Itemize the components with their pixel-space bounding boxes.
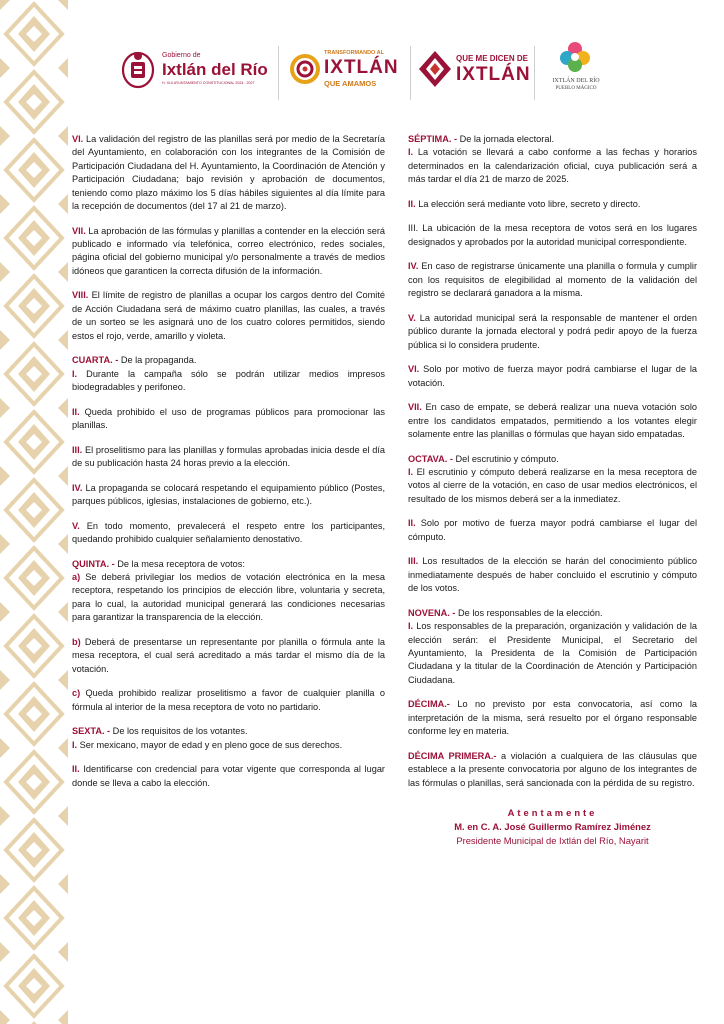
clause-text: a violación a cualquiera de las cláusulas que establece a la presente convocatoria por alguno de los integrantes de las fórmulas o planillas, será sancionada con la pérdida de su registro. xyxy=(408,750,697,788)
gobierno-logo xyxy=(120,36,270,106)
clause-number: III. xyxy=(72,444,83,455)
clause-number: VII. xyxy=(72,225,86,236)
clause-text: La elección será mediante voto libre, secreto y directo. xyxy=(415,198,641,209)
clause-text: El escrutinio y cómputo deberá realizarse en la mesa receptora de votos al cierre de la votación, en caso de usar medios electrónicos, el resultado de los mismos deberá ser a la inmediatez. xyxy=(408,467,697,504)
clause-paragraph xyxy=(408,555,697,595)
clause-text: En caso de empate, se deberá realizar una nueva votación solo entre los candidatos empatados, permitiendo a los votantes elegir solamente entre las planillas o fórmulas que hayan sido empatadas. xyxy=(408,402,697,440)
clause-text: La aprobación de las fórmulas y planillas a contender en la elección será publicado e informado vía telefónica, correo electrónico, redes sociales, página oficial del gobierno municipal y/o personalmente a través de medios idóneos que garanticen la correcta difusión de la información. xyxy=(72,225,385,276)
section-heading-text: De la propaganda. xyxy=(118,355,197,366)
pueblo-magico-logo xyxy=(542,36,610,106)
clause-paragraph xyxy=(72,133,385,213)
clause-number: DÉCIMA.- xyxy=(408,699,450,710)
logo-divider xyxy=(534,46,535,100)
logo1-title: Gobierno de xyxy=(162,52,201,59)
clause-text: Los responsables de la preparación, organización y validación de la elección serán: el Presidente Municipal, el Secretario del Ayuntamiento, la Presidenta de la Comisión de Participación Ciudadana y la titular de la Coordinación de Atención y Participación Ciudadana. xyxy=(408,621,697,685)
clause-paragraph xyxy=(72,687,385,714)
clause-text: Queda prohibido el uso de programas públicos para promocionar las planillas. xyxy=(72,406,385,431)
clause-number: III. xyxy=(408,556,419,567)
clause-paragraph xyxy=(72,636,385,676)
section-heading: OCTAVA. - xyxy=(408,453,453,464)
clause-paragraph xyxy=(72,558,385,625)
clause-number: I. xyxy=(72,739,78,750)
clause-text: Solo por motivo de fuerza mayor podrá cambiarse el lugar de la votación. xyxy=(408,364,697,388)
clause-text: Durante la campaña sólo se podrán utilizar medios impresos biodegradables y perifoneo. xyxy=(72,368,385,393)
clause-number: V. xyxy=(408,312,416,323)
clause-paragraph xyxy=(72,406,385,433)
clause-number: VII. xyxy=(408,402,422,413)
clause-text: Lo no previsto por esta convocatoria, así como la interpretación de la misma, será resuelto por el órgano responsable conforme ley en materia. xyxy=(408,699,697,737)
header-logos xyxy=(110,36,610,106)
logo2-bottom: QUE AMAMOS xyxy=(324,79,377,88)
clause-text: La votación se llevará a cabo conforme a las fechas y horarios determinados en la calendarización oficial, cuya publicación será a más tardar el día 21 de marzo de 2025. xyxy=(408,147,697,185)
clause-paragraph xyxy=(408,517,697,544)
clause-paragraph xyxy=(72,289,385,343)
clause-paragraph xyxy=(72,725,385,752)
logo-divider xyxy=(410,46,411,100)
clause-paragraph xyxy=(72,520,385,547)
clause-number: II. xyxy=(408,518,416,529)
section-heading: SÉPTIMA. - xyxy=(408,134,458,144)
clause-number: DÉCIMA PRIMERA.- xyxy=(408,750,497,761)
clause-number: c) xyxy=(72,688,81,699)
section-heading-text: De la jornada electoral. xyxy=(457,134,555,144)
clause-text: III. La ubicación de la mesa receptora de votos será en los lugares designados y aprobados por la autoridad municipal correspondiente. xyxy=(408,223,697,247)
clause-number: b) xyxy=(72,636,81,647)
clause-number: VIII. xyxy=(72,290,89,301)
clause-number: II. xyxy=(408,198,416,209)
pattern-icon xyxy=(418,50,452,88)
clause-text: La validación del registro de las planillas será por medio de la Secretaría del Ayuntamiento, en colaboración con los integrantes de la Comisión de Participación Ciudadana del H. Ayuntamiento, la Coordinación de Atención y Participación Ciudadana; bajo revisión y aprobación de documentos, teniendo como plazo máximo los 5 días hábiles siguientes al día límite para la recepción de documentos (del 17 al 21 de marzo). xyxy=(72,134,385,212)
section-heading-text: De los responsables de la elección. xyxy=(455,607,603,618)
clause-number: IV. xyxy=(72,482,83,493)
clause-text: Identificarse con credencial para votar vigente que corresponda al lugar donde se lleva a cabo la elección. xyxy=(72,764,385,788)
clause-paragraph xyxy=(72,482,385,509)
clause-paragraph xyxy=(408,698,697,738)
left-column xyxy=(72,133,385,801)
logo1-sub: H. XLII AYUNTAMIENTO CONSTITUCIONAL 2024 - 2027 xyxy=(162,81,255,85)
transformando-logo xyxy=(290,36,408,106)
clause-text: Solo por motivo de fuerza mayor podrá cambiarse el lugar del cómputo. xyxy=(408,518,697,542)
spiral-icon xyxy=(290,52,320,86)
clause-number: VI. xyxy=(408,364,420,375)
logo4-sub: PUEBLO MÁGICO xyxy=(555,86,597,91)
section-heading-text: Del escrutinio y cómputo. xyxy=(452,453,559,464)
clause-text: Se deberá privilegiar los medios de votación electrónica en la mesa receptora, respetando los principios de elección libre, voluntaria y secreta, para lo cual, la autoridad municipal generará las condiciones necesarias para garantizar la transparencia de la elección. xyxy=(72,572,385,623)
clause-number: I. xyxy=(72,368,78,379)
clause-paragraph xyxy=(408,133,697,187)
decorative-border xyxy=(0,0,68,1024)
clause-number: V. xyxy=(72,520,80,531)
clause-text: En todo momento, prevalecerá el respeto entre los participantes, quedando prohibido cualquier señalamiento denostativo. xyxy=(72,520,385,545)
logo4-name: IXTLÁN DEL RÍO xyxy=(552,78,600,84)
right-column xyxy=(408,133,697,848)
pueblo-magico-icon xyxy=(558,40,592,74)
clause-number: II. xyxy=(72,764,80,775)
logo2-name: IXTLÁN xyxy=(324,57,399,78)
clause-number: IV. xyxy=(408,261,419,272)
logo3-name: IXTLÁN xyxy=(456,64,531,85)
clause-paragraph xyxy=(408,453,697,507)
clause-paragraph xyxy=(72,354,385,394)
section-heading: SEXTA. - xyxy=(72,726,111,737)
clause-paragraph xyxy=(408,363,697,390)
clause-number: II. xyxy=(72,406,80,417)
clause-number: I. xyxy=(408,621,414,632)
section-heading: QUINTA. - xyxy=(72,558,115,569)
logo3-top: QUE ME DICEN DE xyxy=(456,54,529,63)
closing-text: Atentamente xyxy=(507,807,598,819)
clause-text: Los resultados de la elección se harán del conocimiento público inmediatamente después de haber concluido el escrutinio y cómputo de los votos. xyxy=(408,556,697,594)
clause-number: I. xyxy=(408,147,414,158)
clause-paragraph xyxy=(408,401,697,441)
signatory-role: Presidente Municipal de Ixtlán del Río, Nayarit xyxy=(456,835,649,847)
clause-paragraph xyxy=(408,607,697,687)
signatory-name: M. en C. A. José Guillermo Ramírez Jiménez xyxy=(454,821,651,833)
logo1-name: Ixtlán del Río xyxy=(162,60,268,79)
clause-number: a) xyxy=(72,572,81,583)
logo2-top: TRANSFORMANDO AL xyxy=(324,50,384,56)
clause-paragraph xyxy=(408,198,697,211)
section-heading: CUARTA. - xyxy=(72,355,119,366)
clause-paragraph xyxy=(408,750,697,790)
signature-block xyxy=(408,806,697,848)
quemedicen-logo xyxy=(418,36,531,106)
clause-text: El proselitismo para las planillas y formulas aprobadas inicia desde el día de su publicación hasta 24 horas previo a la elección. xyxy=(72,444,385,469)
clause-text: Deberá de presentarse un representante por planilla o fórmula ante la mesa receptora, el cual será acreditado a más tardar el mismo día de la votación. xyxy=(72,636,385,674)
clause-text: Ser mexicano, mayor de edad y en pleno goce de sus derechos. xyxy=(77,739,343,750)
logo-divider xyxy=(278,46,279,100)
clause-paragraph xyxy=(72,225,385,279)
section-heading-text: De la mesa receptora de votos: xyxy=(114,558,245,569)
clause-text: La propaganda se colocará respetando el equipamiento público (Postes, parques públicos, iglesias, instalaciones de gobierno, etc.). xyxy=(72,482,385,507)
clause-paragraph xyxy=(408,222,697,249)
clause-text: La autoridad municipal será la responsable de mantener el orden público durante la jornada electoral y podrá pedir apoyo de la fuerza pública si lo considera prudente. xyxy=(408,312,697,350)
clause-number: I. xyxy=(408,467,414,478)
clause-paragraph xyxy=(408,312,697,352)
clause-number: VI. xyxy=(72,134,84,144)
section-heading-text: De los requisitos de los votantes. xyxy=(110,726,248,737)
clause-paragraph xyxy=(408,260,697,300)
clause-paragraph xyxy=(72,444,385,471)
clause-text: En caso de registrarse únicamente una planilla o formula y cumplir con los requisitos de elegibilidad al momento de la validación del registro se declarará ganadora a la misma. xyxy=(408,261,697,299)
section-heading: NOVENA. - xyxy=(408,607,456,618)
clause-text: El límite de registro de planillas a ocupar los cargos dentro del Comité de Acción Ciudadana será de máximo cuatro planillas, las cuales, a través de un sorteo se les asignará uno de los cuatro colores permitidos, siendo estos el rojo, verde, amarillo y violeta. xyxy=(72,290,385,341)
municipal-seal-icon xyxy=(120,48,156,90)
clause-text: Queda prohibido realizar proselitismo a favor de cualquier planilla o fórmula al interior de la mesa receptora de voto no partidario. xyxy=(72,688,385,712)
clause-paragraph xyxy=(72,763,385,790)
